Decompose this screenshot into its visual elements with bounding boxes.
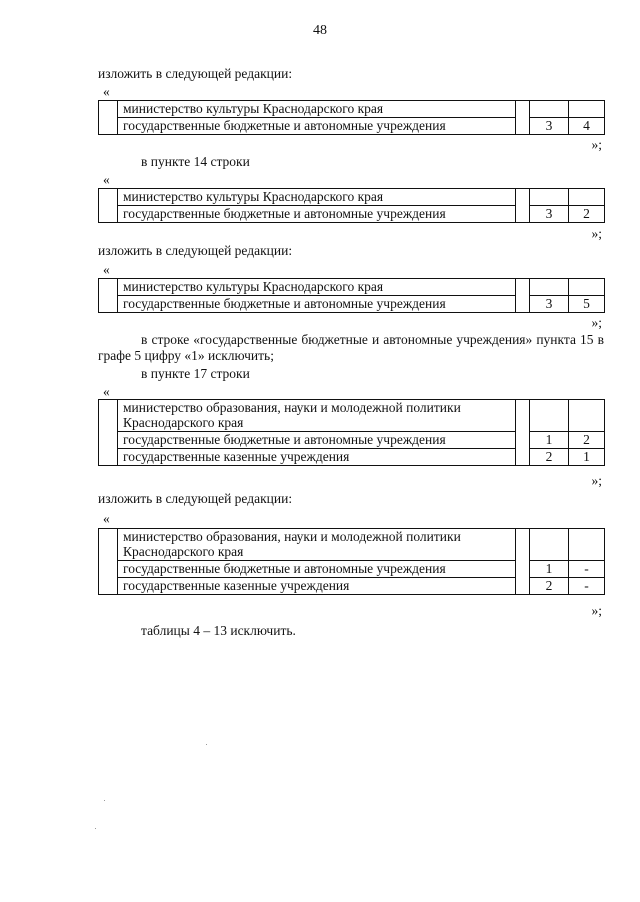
cell-value [569, 101, 605, 118]
instruction-text: изложить в следующей редакции: [98, 243, 293, 258]
cell-value [530, 529, 569, 561]
replacement-table-5 [98, 528, 605, 595]
instruction-text: в пункте 17 строки [141, 366, 250, 381]
row-label: государственные казенные учреждения [118, 578, 516, 595]
table-row [99, 449, 605, 466]
row-label: министерство культуры Краснодарского края [118, 189, 516, 206]
row-label: государственные бюджетные и автономные учреждения [118, 206, 516, 223]
instruction-text: изложить в следующей редакции: [98, 66, 293, 81]
cell-value: 2 [569, 432, 605, 449]
row-label: министерство культуры Краснодарского края [118, 101, 516, 118]
table-row [99, 206, 605, 223]
opening-quote: « [103, 84, 110, 99]
table-row [99, 279, 605, 296]
row-label: государственные бюджетные и автономные учреждения [118, 296, 516, 313]
closing-quote: »; [591, 603, 602, 618]
scan-speck [104, 800, 105, 801]
table-row [99, 578, 605, 595]
row-label: министерство образования, науки и молодежной политики Краснодарского края [118, 529, 516, 561]
original-table-2 [98, 188, 605, 223]
opening-quote: « [103, 172, 110, 187]
row-label: министерство культуры Краснодарского края [118, 279, 516, 296]
row-label: государственные бюджетные и автономные учреждения [118, 432, 516, 449]
cell-value: 2 [569, 206, 605, 223]
cell-value: 2 [530, 449, 569, 466]
cell-value: 1 [530, 432, 569, 449]
table-row [99, 296, 605, 313]
cell-value [530, 101, 569, 118]
row-label: государственные казенные учреждения [118, 449, 516, 466]
cell-value: - [569, 561, 605, 578]
cell-value: 5 [569, 296, 605, 313]
cell-value [569, 400, 605, 432]
closing-quote: »; [591, 473, 602, 488]
table-row [99, 118, 605, 135]
instruction-text: изложить в следующей редакции: [98, 491, 293, 506]
cell-value: 3 [530, 118, 569, 135]
cell-value [530, 279, 569, 296]
cell-value: 1 [569, 449, 605, 466]
closing-quote: »; [591, 226, 602, 241]
cell-value: 3 [530, 206, 569, 223]
table-row [99, 101, 605, 118]
row-label: государственные бюджетные и автономные учреждения [118, 118, 516, 135]
scan-speck [95, 828, 96, 829]
opening-quote: « [103, 262, 110, 277]
opening-quote: « [103, 511, 110, 526]
cell-value [569, 189, 605, 206]
cell-value: 1 [530, 561, 569, 578]
cell-value [569, 529, 605, 561]
cell-value [530, 189, 569, 206]
row-label: государственные бюджетные и автономные учреждения [118, 561, 516, 578]
page-number: 48 [313, 23, 327, 38]
cell-value [530, 400, 569, 432]
cell-value [569, 279, 605, 296]
original-table-4 [98, 399, 605, 466]
instruction-paragraph: в строке «государственные бюджетные и автономные учреждения» пункта 15 в графе 5 цифру «1» исключить; [98, 332, 604, 363]
table-row [99, 400, 605, 432]
row-label: министерство образования, науки и молодежной политики Краснодарского края [118, 400, 516, 432]
cell-value: 3 [530, 296, 569, 313]
closing-quote: »; [591, 315, 602, 330]
cell-value: 4 [569, 118, 605, 135]
cell-value: - [569, 578, 605, 595]
table-row [99, 189, 605, 206]
closing-quote: »; [591, 137, 602, 152]
table-row [99, 529, 605, 561]
instruction-text: в пункте 14 строки [141, 154, 250, 169]
table-row [99, 432, 605, 449]
replacement-table-1 [98, 100, 605, 135]
table-row [99, 561, 605, 578]
scan-speck [206, 744, 207, 745]
replacement-table-3 [98, 278, 605, 313]
cell-value: 2 [530, 578, 569, 595]
opening-quote: « [103, 384, 110, 399]
instruction-text: таблицы 4 – 13 исключить. [141, 623, 296, 638]
